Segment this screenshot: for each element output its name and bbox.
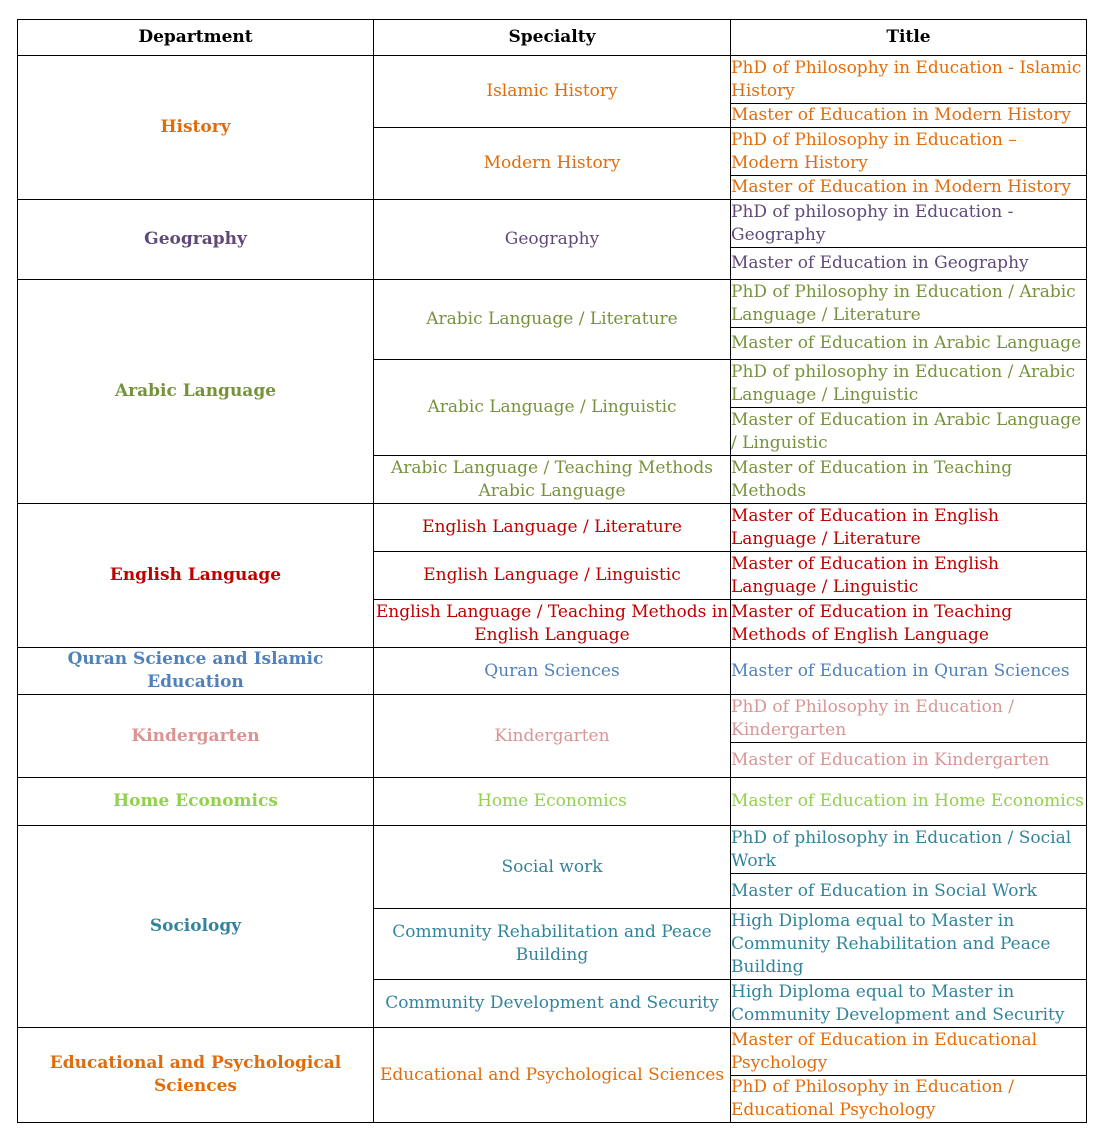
department-history: History xyxy=(18,56,374,200)
header-specialty: Specialty xyxy=(374,20,731,56)
title-cell: PhD of Philosophy in Education / Educational Psychology xyxy=(731,1076,1087,1123)
table-row xyxy=(18,648,1087,695)
title-cell: PhD of philosophy in Education - Geography xyxy=(731,200,1087,248)
table-row xyxy=(18,504,1087,552)
table-row xyxy=(18,1028,1087,1076)
department-arabic-language: Arabic Language xyxy=(18,280,374,504)
specialty-cell: English Language / Literature xyxy=(374,504,731,552)
specialty-cell: Educational and Psychological Sciences xyxy=(374,1028,731,1123)
title-cell: Master of Education in Geography xyxy=(731,248,1087,280)
title-cell: Master of Education in Social Work xyxy=(731,874,1087,909)
title-cell: Master of Education in Teaching Methods of English Language xyxy=(731,600,1087,648)
title-cell: Master of Education in Arabic Language / Linguistic xyxy=(731,408,1087,456)
specialty-cell: Islamic History xyxy=(374,56,731,128)
table-row xyxy=(18,778,1087,826)
specialty-cell: Social work xyxy=(374,826,731,909)
table-row xyxy=(18,695,1087,743)
table-row xyxy=(18,200,1087,248)
title-cell: Master of Education in Arabic Language xyxy=(731,328,1087,360)
department-english-language: English Language xyxy=(18,504,374,648)
title-cell: PhD of philosophy in Education / Arabic Language / Linguistic xyxy=(731,360,1087,408)
header-title: Title xyxy=(731,20,1087,56)
specialty-cell: Kindergarten xyxy=(374,695,731,778)
specialty-cell: Arabic Language / Linguistic xyxy=(374,360,731,456)
title-cell: PhD of Philosophy in Education – Modern History xyxy=(731,128,1087,176)
department-geography: Geography xyxy=(18,200,374,280)
title-cell: Master of Education in Home Economics xyxy=(731,778,1087,826)
table-row xyxy=(18,56,1087,104)
specialty-cell: Arabic Language / Teaching Methods Arabic Language xyxy=(374,456,731,504)
title-cell: High Diploma equal to Master in Community Rehabilitation and Peace Building xyxy=(731,909,1087,980)
header-department: Department xyxy=(18,20,374,56)
title-cell: PhD of Philosophy in Education / Arabic Language / Literature xyxy=(731,280,1087,328)
department-sociology: Sociology xyxy=(18,826,374,1028)
title-cell: Master of Education in Kindergarten xyxy=(731,743,1087,778)
department-home-economics: Home Economics xyxy=(18,778,374,826)
specialty-cell: English Language / Teaching Methods in English Language xyxy=(374,600,731,648)
table-body xyxy=(18,56,1087,1123)
title-cell: Master of Education in Modern History xyxy=(731,176,1087,200)
title-cell: Master of Education in Teaching Methods xyxy=(731,456,1087,504)
specialty-cell: Modern History xyxy=(374,128,731,200)
specialty-cell: English Language / Linguistic xyxy=(374,552,731,600)
title-cell: PhD of philosophy in Education / Social Work xyxy=(731,826,1087,874)
specialty-cell: Quran Sciences xyxy=(374,648,731,695)
title-cell: Master of Education in Quran Sciences xyxy=(731,648,1087,695)
specialty-cell: Community Development and Security xyxy=(374,980,731,1028)
title-cell: PhD of Philosophy in Education - Islamic History xyxy=(731,56,1087,104)
table-row xyxy=(18,826,1087,874)
table-row xyxy=(18,280,1087,328)
programs-table xyxy=(17,19,1087,1123)
department-quran-science-and-islamic-education: Quran Science and Islamic Education xyxy=(18,648,374,695)
title-cell: Master of Education in Educational Psychology xyxy=(731,1028,1087,1076)
specialty-cell: Arabic Language / Literature xyxy=(374,280,731,360)
specialty-cell: Home Economics xyxy=(374,778,731,826)
specialty-cell: Geography xyxy=(374,200,731,280)
title-cell: Master of Education in English Language / Literature xyxy=(731,504,1087,552)
department-kindergarten: Kindergarten xyxy=(18,695,374,778)
title-cell: Master of Education in Modern History xyxy=(731,104,1087,128)
title-cell: PhD of Philosophy in Education / Kindergarten xyxy=(731,695,1087,743)
title-cell: High Diploma equal to Master in Community Development and Security xyxy=(731,980,1087,1028)
department-educational-and-psychological-sciences: Educational and Psychological Sciences xyxy=(18,1028,374,1123)
specialty-cell: Community Rehabilitation and Peace Building xyxy=(374,909,731,980)
title-cell: Master of Education in English Language / Linguistic xyxy=(731,552,1087,600)
header-row xyxy=(18,20,1087,56)
